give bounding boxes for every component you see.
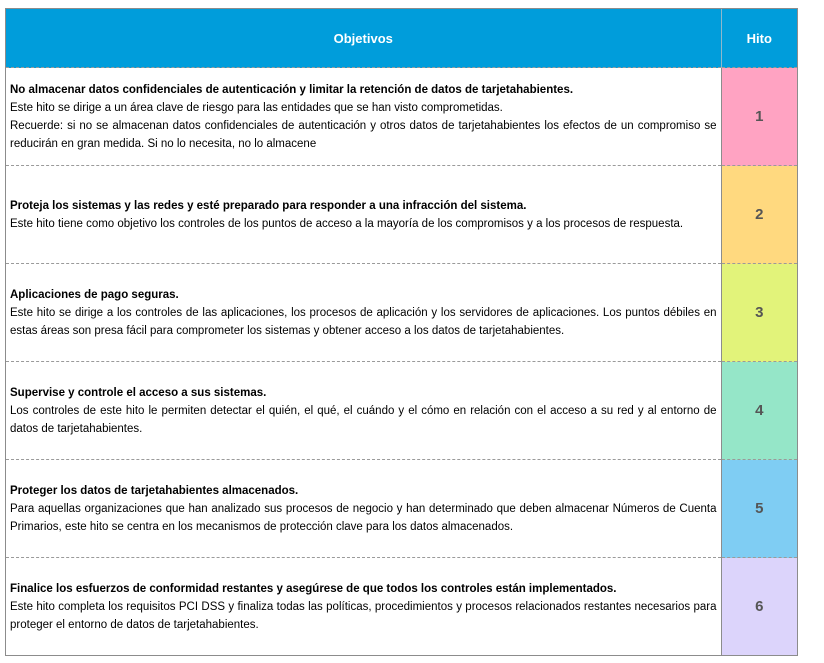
objective-cell: [6, 264, 721, 362]
objective-description: Este hito se dirige a un área clave de riesgo para las entidades que se han visto comprometidas.: [10, 101, 503, 114]
milestone-header: Hito: [721, 9, 797, 68]
objective-cell: [6, 558, 721, 656]
objective-cell: [6, 362, 721, 460]
objectives-header: Objetivos: [6, 9, 721, 68]
milestones-table: [5, 8, 798, 656]
objective-title: Aplicaciones de pago seguras.: [10, 288, 179, 301]
table-row: [6, 460, 797, 558]
header-row: [6, 9, 797, 68]
objective-title: Proteger los datos de tarjetahabientes almacenados.: [10, 484, 299, 497]
objective-title: Proteja los sistemas y las redes y esté preparado para responder a una infracción del sistema.: [10, 199, 527, 212]
objective-cell: [6, 460, 721, 558]
table-row: [6, 264, 797, 362]
objective-cell: [6, 68, 721, 166]
objective-title: Supervise y controle el acceso a sus sistemas.: [10, 386, 267, 399]
milestone-number: 4: [721, 362, 797, 460]
milestone-number: 3: [721, 264, 797, 362]
milestone-number: 6: [721, 558, 797, 656]
objective-description: Para aquellas organizaciones que han analizado sus procesos de negocio y han determinado que deben almacenar Números de Cuenta Primarios, este hito se centra en los mecanismos de protección clave para los datos almacenados.: [10, 502, 717, 533]
objective-description: Los controles de este hito le permiten detectar el quién, el qué, el cuándo y el cómo en relación con el acceso a su red y al entorno de datos de tarjetahabientes.: [10, 404, 717, 435]
objective-description: Este hito tiene como objetivo los controles de los puntos de acceso a la mayoría de los compromisos y a los procesos de respuesta.: [10, 217, 684, 230]
milestone-number: 2: [721, 166, 797, 264]
table-row: [6, 362, 797, 460]
objective-title: No almacenar datos confidenciales de autenticación y limitar la retención de datos de tarjetahabientes.: [10, 83, 574, 96]
table-row: [6, 166, 797, 264]
milestone-number: 5: [721, 460, 797, 558]
table-row: [6, 558, 797, 656]
objective-cell: [6, 166, 721, 264]
objective-description: Este hito completa los requisitos PCI DSS y finaliza todas las políticas, procedimientos y procesos relacionados restantes necesarios para proteger el entorno de datos de tarjetahabientes.: [10, 600, 717, 631]
objective-description: Este hito se dirige a los controles de las aplicaciones, los procesos de aplicación y los servidores de aplicaciones. Los puntos débiles en estas áreas son presa fácil para comprometer los sistemas y obtener acceso a los datos de tarjetahabientes.: [10, 306, 717, 337]
objective-title: Finalice los esfuerzos de conformidad restantes y asegúrese de que todos los controles están implementados.: [10, 582, 617, 595]
milestone-number: 1: [721, 68, 797, 166]
objective-note: Recuerde: si no se almacenan datos confidenciales de autenticación y otros datos de tarjetahabientes los efectos de un compromiso se reducirán en gran medida. Si no lo necesita, no lo almacene: [10, 119, 717, 150]
table-row: [6, 68, 797, 166]
